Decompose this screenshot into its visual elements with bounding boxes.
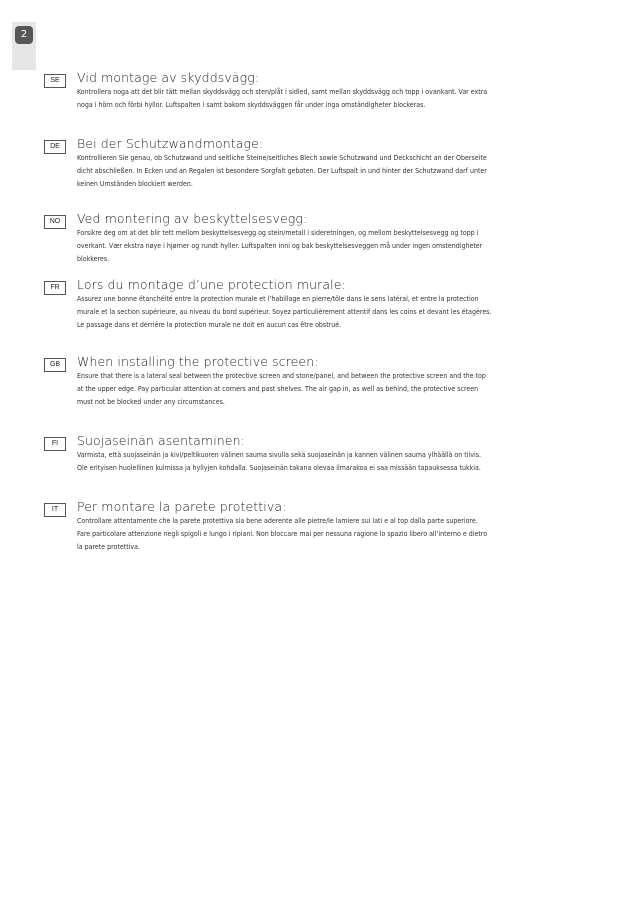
page-number-badge: 2 (15, 26, 33, 44)
section-heading: Suojaseinän asentaminen: (77, 433, 245, 448)
section-text: Kontrollieren Sie genau, ob Schutzwand und seitliche Steine/seitliches Blech sowie Schutzwand und Deckschicht an der Oberseite dicht abschließen. In Ecken und an Regalen ist besondere Sorgfalt geboten. Der Luftspalt in und hinter der Schutzwand darf unter keinen Umständen blockiert werden. (77, 154, 487, 188)
section-text: Varmista, että suojaseinän ja kivi/peltikuoren välinen sauma sivulla sekä suojaseinän ja kannen välinen sauma ylhäällä on tiivis. Ole erityisen huolellinen kulmissa ja hyllyjen kohdalla. Suojaseinän takana olevaa ilmarakoa ei saa missään tapauksessa tukkia. (77, 451, 481, 472)
section-heading: When installing the protective screen: (77, 354, 319, 369)
section-text: Assurez une bonne étanchéité entre la protection murale et l’habillage en pierre/tôle dans le sens latéral, et entre la protection murale et la section supérieure, au niveau du bord supérieur. Soyez particulièrement attentif dans les coins et devant les étagères. Le passage dans et derrière la protection murale ne doit en aucun cas être obstrué. (77, 295, 492, 329)
section-heading: Bei der Schutzwandmontage: (77, 136, 264, 151)
language-code-box: FI (44, 437, 66, 451)
language-code-box: DE (44, 140, 66, 154)
language-code-box: GB (44, 358, 66, 372)
section-heading: Vid montage av skyddsvägg: (77, 70, 260, 85)
language-code-box: IT (44, 503, 66, 517)
language-code-box: NO (44, 215, 66, 229)
section-text: Controllare attentamente che la parete protettiva sia bene aderente alle pietre/le lamiere sui lati e al top dalla parte superiore. Fare particolare attenzione negli spigoli e lungo i ripiani. Non bloccare mai per nessuna ragione lo spazio libero all’interno e dietro la parete protettiva. (77, 517, 488, 551)
section-text: Kontrollera noga att det blir tätt mellan skyddsvägg och sten/plåt i sidled, samt mellan skyddsvägg och topp i ovankant. Var extra noga i hörn och förbi hyllor. Luftspalten i samt bakom skyddsväggen får under inga omständigheter blockeras. (77, 88, 488, 109)
section-text: Ensure that there is a lateral seal between the protective screen and stone/panel, and between the protective screen and the top at the upper edge. Pay particular attention at corners and past shelves. The air gap in, as well as behind, the protective screen must not be blocked under any circumstances. (77, 372, 486, 406)
section-heading: Per montare la parete protettiva: (77, 499, 287, 514)
section-heading: Lors du montage d’une protection murale: (77, 277, 346, 292)
language-code-box: SE (44, 74, 66, 88)
language-code-box: FR (44, 281, 66, 295)
section-heading: Ved montering av beskyttelsesvegg: (77, 211, 308, 226)
section-text: Forsikre deg om at det blir tett mellom beskyttelsesvegg og stein/metall i sideretningen, og mellom beskyttelsesvegg og topp i overkant. Vær ekstra nøye i hjørner og rundt hyller. Luftspalten inni og bak beskyttelsesveggen må under ingen omstendigheter blokkeres. (77, 229, 483, 263)
